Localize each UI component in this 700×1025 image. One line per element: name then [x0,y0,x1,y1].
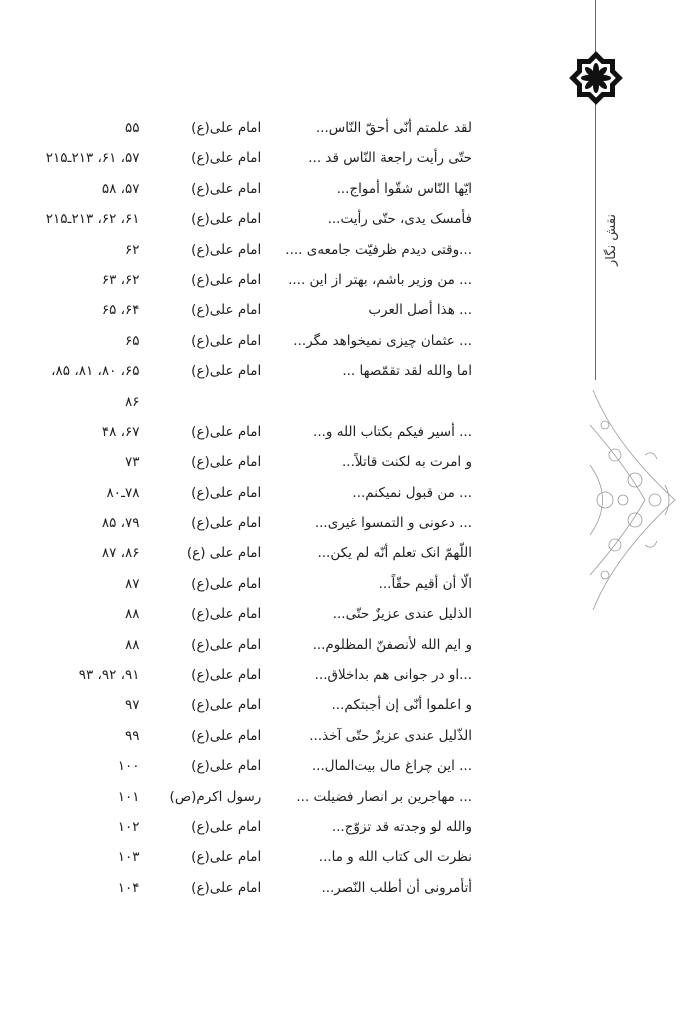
page-numbers: ۷۸ـ۸۰ [106,484,140,501]
quote-phrase: الذلیل عندی عزیزٌ حتّی... [332,606,472,623]
speaker: امام علی(ع) [191,363,262,380]
index-row [46,390,472,420]
index-row [46,146,472,176]
page-numbers: ۱۰۰ [117,758,140,775]
page-numbers: ۶۵ [125,332,140,349]
index-row [46,602,472,632]
page-numbers: ۸۸ [125,606,140,623]
quote-phrase: فأمسک یدی، حتّی رأیت... [327,211,472,228]
speaker: امام علی(ع) [191,697,262,714]
quote-phrase: الّا أن أقیم حقّاً... [378,575,472,592]
index-row [46,481,472,511]
quote-phrase: ... من قبول نمیکنم... [352,484,472,501]
page-numbers: ۸۷ [125,575,140,592]
index-row [46,268,472,298]
speaker: امام علی(ع) [191,606,262,623]
index-row [46,511,472,541]
speaker: امام علی (ع) [186,545,262,562]
index-row [46,420,472,450]
quote-phrase: ... مهاجرین بر انصار فضیلت ... [296,788,472,805]
speaker [140,390,262,420]
quote-phrase: والله لو وجدته قد تزوّج... [331,818,472,835]
index-row [46,572,472,602]
index-row [46,238,472,268]
speaker: امام علی(ع) [191,332,262,349]
page-numbers: ۸۸ [125,636,140,653]
speaker: امام علی(ع) [191,180,262,197]
speaker: امام علی(ع) [191,423,262,440]
speaker: امام علی(ع) [191,211,262,228]
quote-phrase: ... عثمان چیزی نمیخواهد مگر... [293,332,472,349]
index-row [46,450,472,480]
speaker: امام علی(ع) [191,484,262,501]
index-row [46,298,472,328]
index-row [46,329,472,359]
page-numbers: ۱۰۴ [117,879,140,896]
index-row [46,876,472,906]
page-numbers: ۱۰۳ [117,849,140,866]
page-numbers: ۶۲ [125,241,140,258]
page-numbers: ۹۱، ۹۲، ۹۳ [78,667,140,684]
quote-phrase: لقد علمتم أنّی أحقّ النّاس... [315,120,472,136]
speaker: امام علی(ع) [191,150,262,167]
index-row [46,663,472,693]
index-row [46,815,472,845]
page-numbers: ۱۰۲ [117,818,140,835]
index-row [46,116,472,146]
index-row [46,724,472,754]
quote-phrase: و ایم الله لأنصفنّ المظلوم... [312,636,472,653]
speaker: امام علی(ع) [191,575,262,592]
speaker: امام علی(ع) [191,241,262,258]
quote-phrase: ... این چراغ مال بیت‌المال... [311,758,472,775]
speaker: امام علی(ع) [191,120,262,136]
page-numbers: ۱۰۱ [117,788,140,805]
page-numbers: ۵۵ [125,120,140,136]
quote-phrase: ...او در جوانی هم بداخلاق... [314,667,472,684]
index-row [46,693,472,723]
quote-phrase: ... دعونی و التمسوا غیری... [314,515,472,532]
page-numbers: ۷۳ [125,454,140,471]
page-numbers: ۵۷، ۶۱، ۲۱۳ـ۲۱۵ [45,150,140,167]
quote-phrase: حتّی رأیت راجعة النّاس قد ... [308,150,472,167]
index-row [46,177,472,207]
star-ornament-icon [566,48,626,108]
running-header: نقش نگار [604,214,619,266]
floral-ornament-icon [585,385,685,615]
speaker: امام علی(ع) [191,818,262,835]
index-row [46,633,472,663]
quote-phrase: نظرت الی کتاب الله و ما... [318,849,472,866]
speaker: امام علی(ع) [191,271,262,288]
quote-phrase: و اعلموا أنّی إن أجبتکم... [331,697,472,714]
quote-phrase: و امرت به لکنت قاتلاً... [342,454,472,471]
page-numbers: ۵۷، ۵۸ [101,180,140,197]
page-numbers: ۶۷، ۴۸ [101,423,140,440]
page-numbers: ۹۷ [125,697,140,714]
index-row [46,207,472,237]
quote-phrase: الذّلیل عندی عزیزٌ حتّی آخذ... [309,727,472,744]
page-numbers: ۷۹، ۸۵ [101,515,140,532]
index-row [46,541,472,571]
speaker: امام علی(ع) [191,515,262,532]
index-row [46,359,472,389]
quote-phrase [261,390,472,420]
speaker: رسول اکرم(ص) [169,788,262,805]
index-row [46,754,472,784]
quote-phrase: اما والله لقد تقمّصها ... [342,363,472,380]
index-row [46,845,472,875]
speaker: امام علی(ع) [191,636,262,653]
speaker: امام علی(ع) [191,849,262,866]
page-numbers: ۶۲، ۶۳ [101,271,140,288]
quote-phrase: ...وقتی دیدم ظرفیّت جامعه‌ی .... [285,241,472,258]
page-numbers: ۶۵، ۸۰، ۸۱، ۸۵، [51,363,140,380]
quote-phrase: أتأمرونی أن أطلب النّصر... [321,879,472,896]
speaker: امام علی(ع) [191,879,262,896]
quote-phrase: ... أسیر فیکم بکتاب الله و... [313,423,472,440]
index-row [46,785,472,815]
page-numbers: ۶۴، ۶۵ [101,302,140,319]
page-numbers: ۹۹ [125,727,140,744]
index-table [46,116,472,906]
page-numbers: ۸۶ [125,393,140,410]
speaker: امام علی(ع) [191,302,262,319]
page-numbers: ۶۱، ۶۲، ۲۱۳ـ۲۱۵ [45,211,140,228]
quote-phrase: ایّها النّاس شقّوا أمواج... [336,180,472,197]
speaker: امام علی(ع) [191,758,262,775]
speaker: امام علی(ع) [191,727,262,744]
quote-phrase: اللّهمّ انک تعلم أنّه لم یکن... [317,545,472,562]
page-numbers: ۸۶، ۸۷ [101,545,140,562]
quote-phrase: ... هذا أصل العرب [368,302,472,319]
speaker: امام علی(ع) [191,454,262,471]
speaker: امام علی(ع) [191,667,262,684]
quote-phrase: ... من وزیر باشم، بهتر از این .... [288,271,472,288]
